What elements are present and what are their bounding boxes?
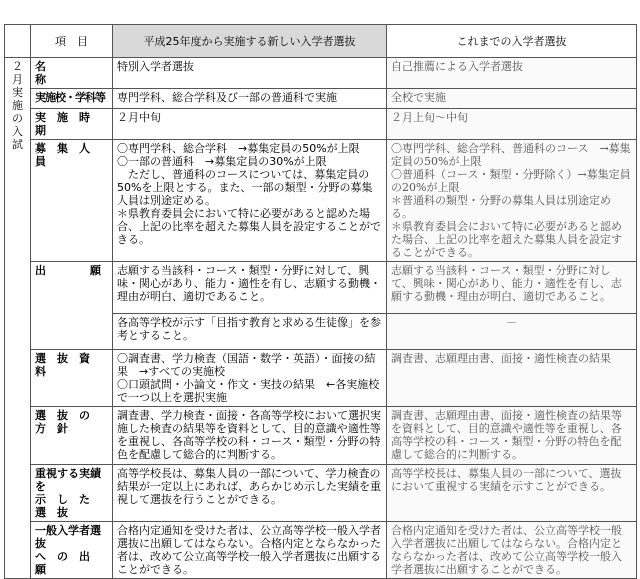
item-timing: 実 施 時 期 <box>31 109 113 140</box>
header-new-system: 平成25年度から実施する新しい入学者選抜 <box>113 25 387 58</box>
side-label-text: ２月実施の入試 <box>12 60 23 151</box>
new-materials: 〇調査書、学力検査（国語・数学・英語）・面接の結果 →すべての実施校 〇口頭試問・小論文・作文・実技の結果 ←各実施校で一つ以上を選択実施 <box>113 350 387 407</box>
item-capacity: 募 集 人 員 <box>31 140 113 262</box>
item-general: 一般入学者選抜 へ の 出 願 <box>31 522 113 579</box>
new-timing: ２月中旬 <box>113 109 387 140</box>
row-merit <box>5 465 637 522</box>
new-general: 合格内定通知を受けた者は、公立高等学校一般入学者選抜に出願してはならない。合格内定とならなかった者は、改めて公立高等学校一般入学者選抜に出願することができる。 <box>113 522 387 579</box>
old-application-2: － <box>387 314 637 350</box>
header-corner <box>5 25 31 58</box>
item-policy: 選 抜 の 方 針 <box>31 407 113 465</box>
row-policy <box>5 407 637 465</box>
item-merit: 重視する実績を 示 し た 選 抜 <box>31 465 113 522</box>
comparison-table <box>4 24 637 579</box>
row-schools <box>5 89 637 109</box>
header-row <box>5 25 637 58</box>
new-application-2: 各高等学校が示す「目指す教育と求める生徒像」を参考とすること。 <box>113 314 387 350</box>
old-schools: 全校で実施 <box>387 89 637 109</box>
old-materials: 調査書、志願理由書、面接・適性検査の結果 <box>387 350 637 407</box>
new-name: 特別入学者選抜 <box>113 58 387 89</box>
item-application: 出 願 <box>31 262 113 350</box>
old-general: 合格内定通知を受けた者は、公立高等学校一般入学者選抜に出願してはならない。合格内定とならなかった者は、改めて公立高等学校一般入学者選抜に出願することができる。 <box>387 522 637 579</box>
new-policy: 調査書、学力検査・面接・各高等学校において選択実施した検査の結果等を資料として、目的意識や適性等を重視し、各高等学校の科・コース・類型・分野の特色を配慮して総合的に判断する。 <box>113 407 387 465</box>
new-application-1: 志願する当該科・コース・類型・分野に対して、興味・関心があり、能力・適性を有し、志願する動機・理由が明白、適切であること。 <box>113 262 387 314</box>
side-label <box>5 58 31 579</box>
old-name: 自己推薦による入学者選抜 <box>387 58 637 89</box>
row-general <box>5 522 637 579</box>
item-name: 名 称 <box>31 58 113 89</box>
old-capacity: 〇専門学科、総合学科、普通科のコース →募集定員の50%が上限 〇普通科（コース・類型・分野除く）→募集定員の20%が上限 ＊普通科の類型・分野の募集人員は別途定める。 ＊県教育委員会において特に必要があると認めた場合、上記の比率を超えた募集人員を設定することができる。 <box>387 140 637 262</box>
old-application-1: 志願する当該科・コース・類型・分野に対して、興味・関心があり、能力・適性を有し、志願する動機・理由が明白、適切であること。 <box>387 262 637 314</box>
old-merit: 高等学校長は、募集人員の一部について、選抜において重視する実績を示すことができる。 <box>387 465 637 522</box>
new-merit: 高等学校長は、募集人員の一部について、学力検査の結果が一定以上にあれば、あらかじめ示した実績を重視して選抜を行うことができる。 <box>113 465 387 522</box>
new-capacity: 〇専門学科、総合学科 →募集定員の50%が上限 〇一部の普通科 →募集定員の30%が上限 ただし、普通科のコースについては、募集定員の50%を上限とする。また、一部の類型・分野の募集人員は別途定める。 ＊県教育委員会において特に必要があると認めた場合、上記の比率を超えた募集人員を設定することができる。 <box>113 140 387 262</box>
new-schools: 専門学科、総合学科及び一部の普通科で実施 <box>113 89 387 109</box>
row-materials <box>5 350 637 407</box>
row-timing <box>5 109 637 140</box>
row-name <box>5 58 637 89</box>
header-old-system: これまでの入学者選抜 <box>387 25 637 58</box>
row-capacity <box>5 140 637 262</box>
item-schools: 実施校・学科等 <box>31 89 113 109</box>
row-application-1 <box>5 262 637 314</box>
item-materials: 選 抜 資 料 <box>31 350 113 407</box>
header-item: 項 目 <box>31 25 113 58</box>
old-timing: ２月上旬～中旬 <box>387 109 637 140</box>
old-policy: 調査書、志願理由書、面接・適性検査の結果等を資料として、目的意識や適性等を重視し、各高等学校の科・コース・類型・分野の特色を配慮して総合的に判断する。 <box>387 407 637 465</box>
